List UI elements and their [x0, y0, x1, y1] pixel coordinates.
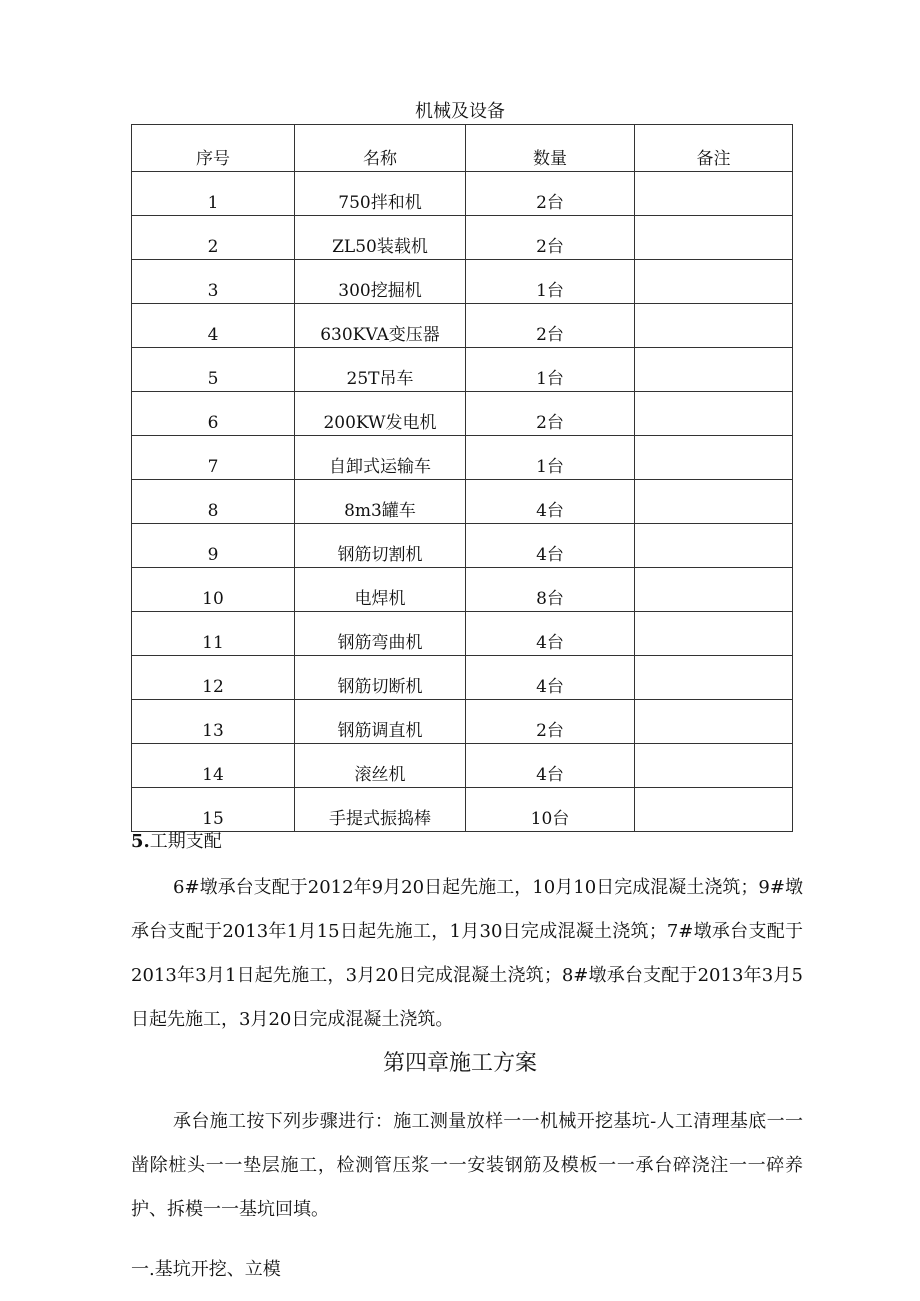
chapter-title: 第四章施工方案 [382, 1051, 537, 1076]
cell-no-text: 7 [207, 457, 219, 477]
table-row [132, 172, 793, 216]
cell-name-text: 25T吊车 [346, 369, 414, 389]
table-row [132, 568, 793, 612]
table-row [132, 260, 793, 304]
cell-no [132, 612, 295, 656]
subheading-excavation: 一.基坑开挖、立模 [131, 1259, 281, 1280]
cell-name-text: 钢筋切断机 [337, 677, 423, 697]
cell-no [132, 172, 295, 216]
cell-note [635, 744, 793, 788]
cell-no [132, 700, 295, 744]
cell-no [132, 348, 295, 392]
table-row [132, 436, 793, 480]
cell-name-text: 630KVA变压器 [320, 325, 440, 345]
section-5-number: 5. [131, 831, 150, 852]
table-row [132, 788, 793, 832]
cell-qty [466, 480, 635, 524]
cell-note [635, 172, 793, 216]
cell-note [635, 304, 793, 348]
cell-qty [466, 348, 635, 392]
cell-qty [466, 260, 635, 304]
cell-qty [466, 568, 635, 612]
cell-note [635, 216, 793, 260]
cell-no [132, 524, 295, 568]
cell-name [295, 568, 466, 612]
cell-qty [466, 656, 635, 700]
cell-name [295, 788, 466, 832]
cell-note [635, 260, 793, 304]
cell-qty-text: 1台 [536, 281, 564, 301]
cell-name [295, 480, 466, 524]
cell-name-text: 电焊机 [354, 589, 406, 609]
cell-qty-text: 4台 [536, 677, 564, 697]
construction-steps-paragraph: 承台施工按下列步骤进行：施工测量放样一一机械开挖基坑-人工清理基底一一凿除桩头一一垫层施工，检测管压浆一一安装钢筋及模板一一承台碎浇注一一碎养护、拆模一一基坑回填。 [131, 1111, 803, 1220]
cell-name-text: 自卸式运输车 [329, 457, 431, 477]
table-caption: 机械及设备 [415, 101, 505, 122]
cell-no-text: 4 [207, 325, 219, 345]
cell-name-text: 750拌和机 [338, 193, 422, 213]
cell-name-text: 300挖掘机 [338, 281, 422, 301]
table-row [132, 304, 793, 348]
cell-name [295, 656, 466, 700]
cell-name [295, 700, 466, 744]
cell-note [635, 348, 793, 392]
cell-name [295, 304, 466, 348]
cell-qty-text: 2台 [536, 237, 564, 257]
cell-name [295, 744, 466, 788]
cell-note [635, 392, 793, 436]
cell-name [295, 348, 466, 392]
cell-no-text: 6 [207, 413, 219, 433]
cell-no [132, 788, 295, 832]
cell-no-text: 14 [202, 765, 224, 785]
header-note: 备注 [635, 125, 793, 172]
table-row [132, 392, 793, 436]
cell-note [635, 656, 793, 700]
cell-name-text: 钢筋切割机 [337, 545, 423, 565]
cell-qty-text: 4台 [536, 765, 564, 785]
cell-name-text: 钢筋弯曲机 [337, 633, 423, 653]
equipment-table [131, 124, 793, 832]
cell-note [635, 568, 793, 612]
cell-qty-text: 8台 [536, 589, 564, 609]
cell-qty [466, 392, 635, 436]
cell-no [132, 304, 295, 348]
cell-name-text: ZL50装载机 [332, 237, 428, 257]
cell-no [132, 436, 295, 480]
table-row [132, 480, 793, 524]
cell-note [635, 524, 793, 568]
table-row [132, 656, 793, 700]
cell-no-text: 12 [202, 677, 224, 697]
cell-note [635, 788, 793, 832]
cell-qty [466, 700, 635, 744]
cell-no-text: 3 [207, 281, 219, 301]
cell-name-text: 滚丝机 [354, 765, 406, 785]
cell-no-text: 15 [202, 809, 224, 829]
schedule-paragraph: 6#墩承台支配于2012年9月20日起先施工，10月10日完成混凝土浇筑；9#墩承台支配于2013年1月15日起先施工，1月30日完成混凝土浇筑；7#墩承台支配于2013年3月1日起先施工，3月20日完成混凝土浇筑；8#墩承台支配于2013年3月5日起先施工，3月20日完成混凝土浇筑。 [131, 877, 803, 1030]
cell-qty [466, 612, 635, 656]
cell-qty [466, 172, 635, 216]
cell-qty [466, 788, 635, 832]
cell-no-text: 13 [202, 721, 224, 741]
cell-no [132, 216, 295, 260]
cell-name [295, 172, 466, 216]
cell-note [635, 700, 793, 744]
table-header-row [132, 125, 793, 172]
cell-name-text: 200KW发电机 [323, 413, 437, 433]
cell-qty-text: 2台 [536, 193, 564, 213]
cell-qty-text: 4台 [536, 545, 564, 565]
table-row [132, 216, 793, 260]
cell-no [132, 656, 295, 700]
cell-qty-text: 2台 [536, 721, 564, 741]
header-qty: 数量 [466, 125, 635, 172]
cell-no-text: 11 [202, 633, 224, 653]
cell-qty-text: 1台 [536, 457, 564, 477]
cell-name [295, 392, 466, 436]
cell-qty [466, 524, 635, 568]
cell-name [295, 216, 466, 260]
cell-no-text: 10 [202, 589, 224, 609]
cell-name [295, 260, 466, 304]
cell-no-text: 8 [207, 501, 219, 521]
cell-no [132, 392, 295, 436]
cell-no-text: 2 [207, 237, 219, 257]
cell-no-text: 9 [207, 545, 219, 565]
cell-no [132, 480, 295, 524]
cell-no-text: 5 [207, 369, 219, 389]
section-5-heading [131, 830, 222, 854]
cell-no [132, 260, 295, 304]
table-row [132, 612, 793, 656]
cell-name-text: 钢筋调直机 [337, 721, 423, 741]
cell-qty [466, 744, 635, 788]
cell-qty [466, 436, 635, 480]
header-no: 序号 [132, 125, 295, 172]
table-row [132, 700, 793, 744]
cell-qty-text: 2台 [536, 325, 564, 345]
cell-qty-text: 1台 [536, 369, 564, 389]
cell-name [295, 612, 466, 656]
cell-qty [466, 304, 635, 348]
table-row [132, 524, 793, 568]
cell-qty [466, 216, 635, 260]
table-row [132, 348, 793, 392]
cell-no-text: 1 [207, 193, 219, 213]
cell-qty-text: 2台 [536, 413, 564, 433]
cell-no [132, 744, 295, 788]
header-name: 名称 [295, 125, 466, 172]
cell-no [132, 568, 295, 612]
cell-qty-text: 4台 [536, 633, 564, 653]
cell-name-text: 手提式振捣棒 [329, 809, 431, 829]
cell-name [295, 524, 466, 568]
cell-name-text: 8m3罐车 [344, 501, 416, 521]
table-row [132, 744, 793, 788]
cell-name [295, 436, 466, 480]
cell-qty-text: 10台 [530, 809, 570, 829]
cell-note [635, 480, 793, 524]
cell-note [635, 436, 793, 480]
cell-qty-text: 4台 [536, 501, 564, 521]
cell-note [635, 612, 793, 656]
section-5-title: 工期支配 [149, 831, 222, 852]
